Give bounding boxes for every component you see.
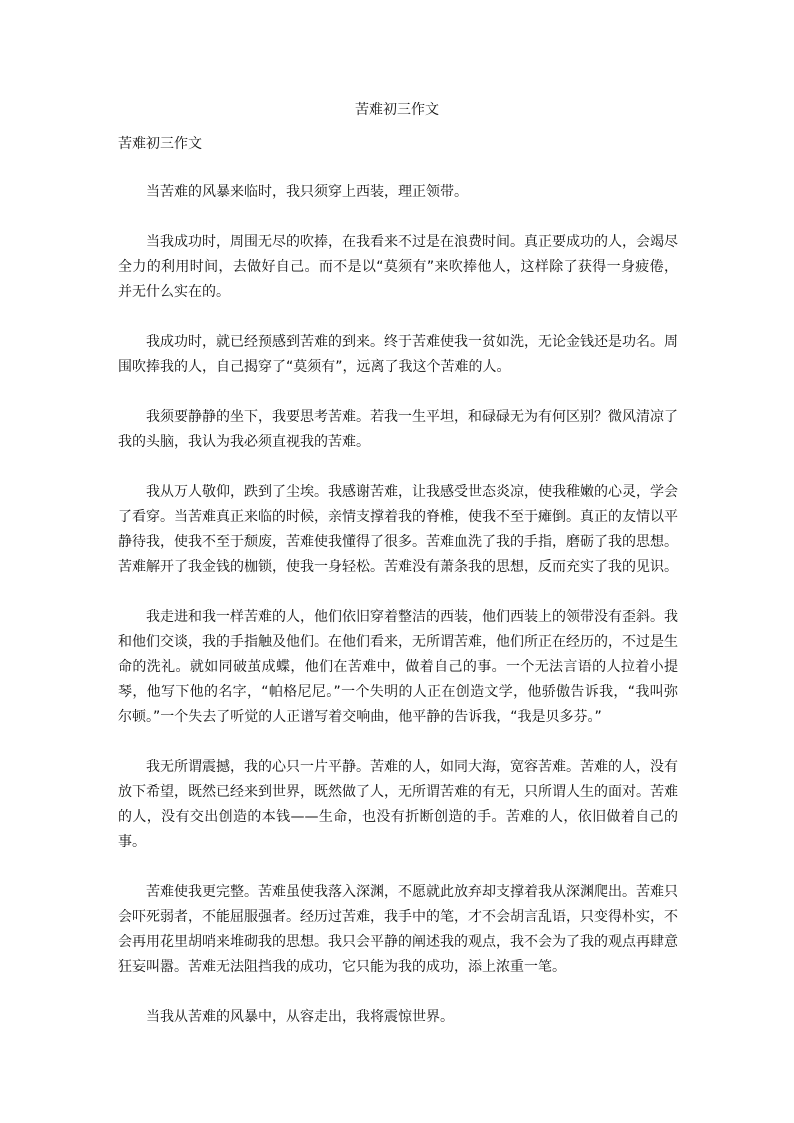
paragraph: 我成功时，就已经预感到苦难的到来。终于苦难使我一贫如洗，无论金钱还是功名。周围吹捧我的人，自己揭穿了“莫须有”，远离了我这个苦难的人。 xyxy=(118,334,678,375)
page-title: 苦难初三作文 xyxy=(355,102,439,118)
document-body xyxy=(118,180,678,1055)
paragraph: 我无所谓震撼，我的心只一片平静。苦难的人，如同大海，宽容苦难。苦难的人，没有放下希望，既然已经来到世界，既然做了人，无所谓苦难的有无，只所谓人生的面对。苦难的人，没有交出创造的本钱——生命，也没有折断创造的手。苦难的人，依旧做着自己的事。 xyxy=(118,759,678,850)
paragraph: 我从万人敬仰，跌到了尘埃。我感谢苦难，让我感受世态炎凉，使我稚嫩的心灵，学会了看穿。当苦难真正来临的时候，亲情支撑着我的脊椎，使我不至于瘫倒。真正的友情以平静待我，使我不至于颓废，苦难使我懂得了很多。苦难血洗了我的手指，磨砺了我的思想。苦难解开了我金钱的枷锁，使我一身轻松。苦难没有萧条我的思想，反而充实了我的见识。 xyxy=(118,484,678,575)
paragraph: 当我从苦难的风暴中，从容走出，我将震惊世界。 xyxy=(146,1009,454,1025)
paragraph: 当我成功时，周围无尽的吹捧，在我看来不过是在浪费时间。真正要成功的人，会竭尽全力的利用时间，去做好自己。而不是以“莫须有”来吹捧他人，这样除了获得一身疲倦，并无什么实在的。 xyxy=(118,234,678,300)
paragraph: 当苦难的风暴来临时，我只须穿上西装，理正领带。 xyxy=(146,184,468,200)
document-subtitle: 苦难初三作文 xyxy=(118,136,202,152)
paragraph: 我走进和我一样苦难的人，他们依旧穿着整洁的西装，他们西装上的领带没有歪斜。我和他们交谈，我的手指触及他们。在他们看来，无所谓苦难，他们所正在经历的，不过是生命的洗礼。就如同破茧成蝶，他们在苦难中，做着自己的事。一个无法言语的人拉着小提琴，他写下他的名字，“帕格尼尼。”一个失明的人正在创造文学，他骄傲告诉我，“我叫弥尔顿。”一个失去了听觉的人正谱写着交响曲，他平静的告诉我，“我是贝多芬。” xyxy=(118,609,678,725)
paragraph: 苦难使我更完整。苦难虽使我落入深渊，不愿就此放弃却支撑着我从深渊爬出。苦难只会吓死弱者，不能屈服强者。经历过苦难，我手中的笔，才不会胡言乱语，只变得朴实，不会再用花里胡哨来堆砌我的思想。我只会平静的阐述我的观点，我不会为了我的观点再肆意狂妄叫嚣。苦难无法阻挡我的成功，它只能为我的成功，添上浓重一笔。 xyxy=(118,884,678,975)
paragraph: 我须要静静的坐下，我要思考苦难。若我一生平坦，和碌碌无为有何区别？微风清凉了我的头脑，我认为我必须直视我的苦难。 xyxy=(118,409,678,450)
